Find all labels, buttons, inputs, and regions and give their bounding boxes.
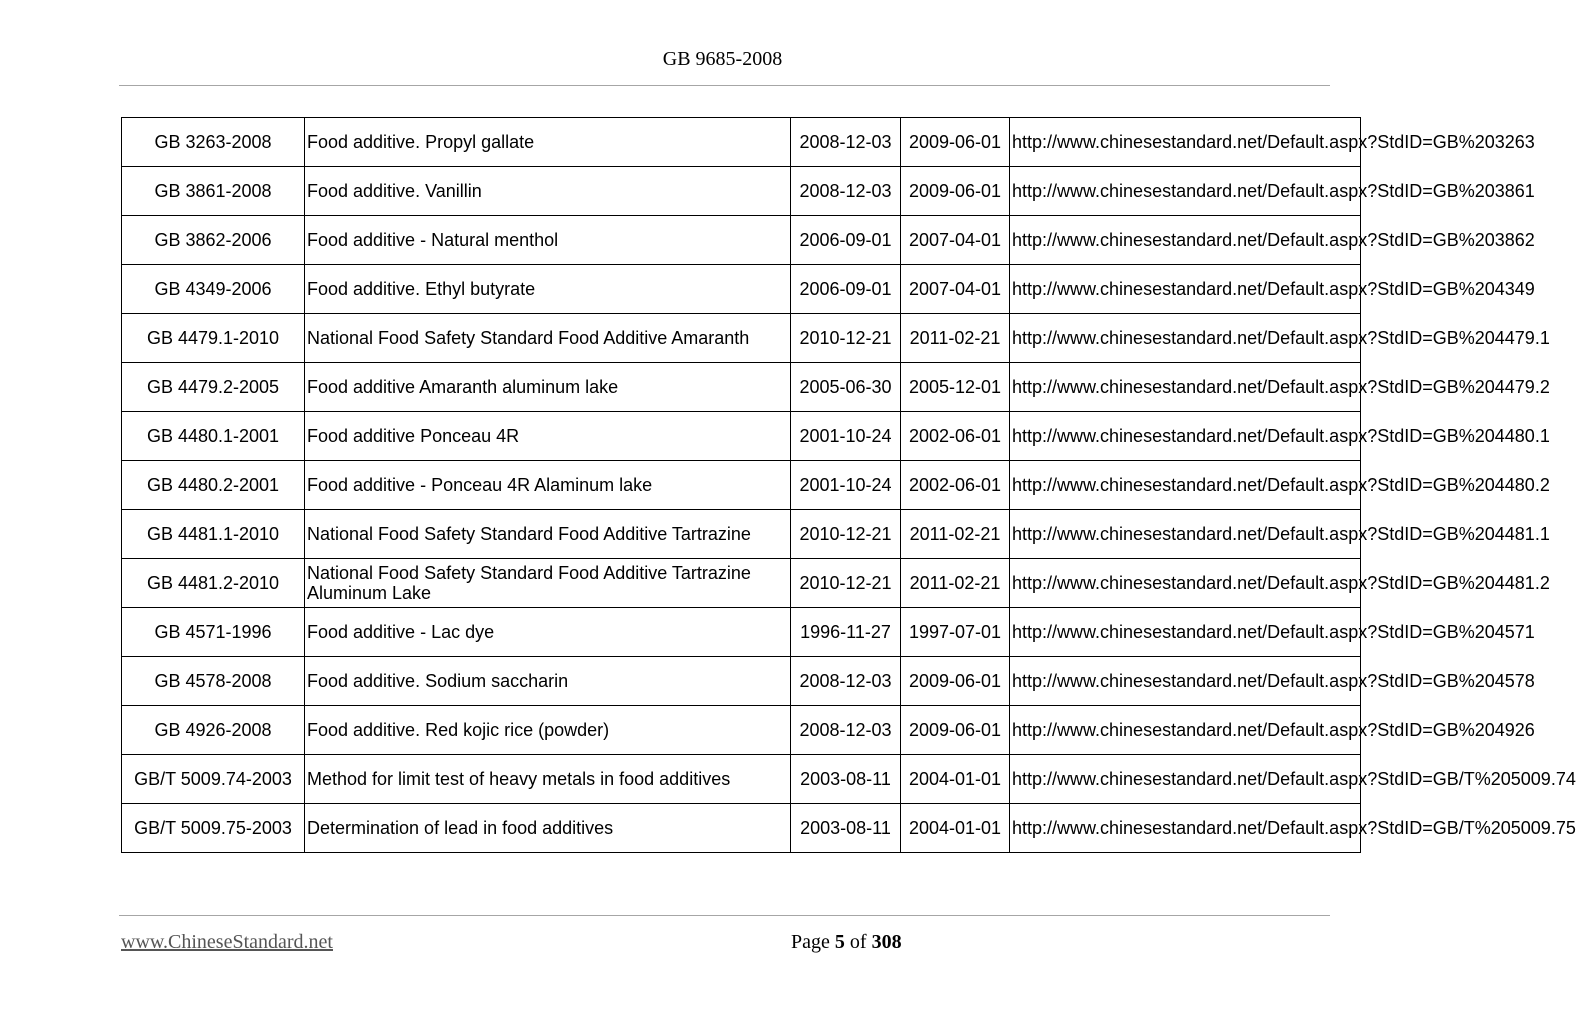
standard-code-cell: GB 4481.2-2010 [122,559,305,608]
standard-title-cell: Food additive. Propyl gallate [305,118,791,167]
effective-date-cell: 2004-01-01 [901,804,1010,853]
standard-url-link[interactable]: http://www.chinesestandard.net/Default.aspx?StdID=GB%204481.1 [1010,510,1361,559]
standard-code-cell: GB 4481.1-2010 [122,510,305,559]
standard-url-link[interactable]: http://www.chinesestandard.net/Default.aspx?StdID=GB%203861 [1010,167,1361,216]
table-row [122,216,1361,265]
standard-title-cell: Food additive - Lac dye [305,608,791,657]
issue-date-cell: 2008-12-03 [791,657,901,706]
header-divider [119,85,1330,86]
table-row [122,265,1361,314]
footer-site-link[interactable]: www.ChineseStandard.net [121,931,333,953]
standard-title-cell: National Food Safety Standard Food Additive Tartrazine [305,510,791,559]
standard-title-cell: Food additive Amaranth aluminum lake [305,363,791,412]
page-prefix: Page [791,931,830,953]
standard-url-link[interactable]: http://www.chinesestandard.net/Default.aspx?StdID=GB%204480.1 [1010,412,1361,461]
table-row [122,804,1361,853]
standard-code-cell: GB/T 5009.75-2003 [122,804,305,853]
effective-date-cell: 2007-04-01 [901,216,1010,265]
effective-date-cell: 2004-01-01 [901,755,1010,804]
standard-code-cell: GB 4578-2008 [122,657,305,706]
standard-title-cell: National Food Safety Standard Food Additive Tartrazine Aluminum Lake [305,559,791,608]
standard-url-link[interactable]: http://www.chinesestandard.net/Default.aspx?StdID=GB%204578 [1010,657,1361,706]
standard-code-cell: GB 4480.1-2001 [122,412,305,461]
page-header-title: GB 9685-2008 [662,48,783,70]
table-row [122,657,1361,706]
issue-date-cell: 2001-10-24 [791,461,901,510]
effective-date-cell: 2005-12-01 [901,363,1010,412]
issue-date-cell: 2005-06-30 [791,363,901,412]
standard-code-cell: GB/T 5009.74-2003 [122,755,305,804]
page-of: of [849,931,867,953]
standard-url-link[interactable]: http://www.chinesestandard.net/Default.aspx?StdID=GB%204479.2 [1010,363,1361,412]
table-row [122,363,1361,412]
issue-date-cell: 1996-11-27 [791,608,901,657]
standard-title-cell: Food additive - Ponceau 4R Alaminum lake [305,461,791,510]
effective-date-cell: 2009-06-01 [901,167,1010,216]
table-row [122,461,1361,510]
issue-date-cell: 2006-09-01 [791,216,901,265]
standard-code-cell: GB 4480.2-2001 [122,461,305,510]
table-row [122,706,1361,755]
effective-date-cell: 2011-02-21 [901,314,1010,363]
standard-url-link[interactable]: http://www.chinesestandard.net/Default.aspx?StdID=GB%204481.2 [1010,559,1361,608]
standard-title-cell: Food additive. Vanillin [305,167,791,216]
issue-date-cell: 2010-12-21 [791,559,901,608]
table-row [122,412,1361,461]
current-page-number: 5 [834,931,845,953]
standard-code-cell: GB 3263-2008 [122,118,305,167]
standards-table [121,117,1576,853]
effective-date-cell: 2002-06-01 [901,412,1010,461]
standard-code-cell: GB 4926-2008 [122,706,305,755]
standard-title-cell: Food additive. Ethyl butyrate [305,265,791,314]
effective-date-cell: 2007-04-01 [901,265,1010,314]
standard-title-cell: Determination of lead in food additives [305,804,791,853]
standard-code-cell: GB 4571-1996 [122,608,305,657]
standard-url-link[interactable]: http://www.chinesestandard.net/Default.aspx?StdID=GB%204349 [1010,265,1361,314]
standard-url-link[interactable]: http://www.chinesestandard.net/Default.aspx?StdID=GB%203862 [1010,216,1361,265]
page-indicator [791,931,902,954]
effective-date-cell: 1997-07-01 [901,608,1010,657]
standard-code-cell: GB 4479.1-2010 [122,314,305,363]
standard-url-link[interactable]: http://www.chinesestandard.net/Default.aspx?StdID=GB%204571 [1010,608,1361,657]
standards-table-body [122,118,1576,853]
standard-title-cell: Food additive Ponceau 4R [305,412,791,461]
standard-title-cell: Method for limit test of heavy metals in food additives [305,755,791,804]
issue-date-cell: 2003-08-11 [791,755,901,804]
standard-title-cell: National Food Safety Standard Food Additive Amaranth [305,314,791,363]
standard-title-cell: Food additive - Natural menthol [305,216,791,265]
effective-date-cell: 2011-02-21 [901,559,1010,608]
table-row [122,510,1361,559]
standard-code-cell: GB 4349-2006 [122,265,305,314]
total-pages: 308 [871,931,902,953]
standard-url-link[interactable]: http://www.chinesestandard.net/Default.aspx?StdID=GB%203263 [1010,118,1361,167]
standard-title-cell: Food additive. Sodium saccharin [305,657,791,706]
effective-date-cell: 2011-02-21 [901,510,1010,559]
standard-code-cell: GB 3861-2008 [122,167,305,216]
issue-date-cell: 2006-09-01 [791,265,901,314]
standard-url-link[interactable]: http://www.chinesestandard.net/Default.aspx?StdID=GB%204479.1 [1010,314,1361,363]
standard-url-link[interactable]: http://www.chinesestandard.net/Default.aspx?StdID=GB/T%205009.74 [1010,755,1361,804]
table-row [122,118,1361,167]
effective-date-cell: 2002-06-01 [901,461,1010,510]
table-row [122,559,1361,608]
issue-date-cell: 2008-12-03 [791,706,901,755]
issue-date-cell: 2008-12-03 [791,118,901,167]
table-row [122,755,1361,804]
standard-url-link[interactable]: http://www.chinesestandard.net/Default.aspx?StdID=GB/T%205009.75 [1010,804,1361,853]
footer-divider [119,915,1330,916]
issue-date-cell: 2010-12-21 [791,510,901,559]
table-row [122,314,1361,363]
standard-title-cell: Food additive. Red kojic rice (powder) [305,706,791,755]
standard-url-link[interactable]: http://www.chinesestandard.net/Default.aspx?StdID=GB%204926 [1010,706,1361,755]
effective-date-cell: 2009-06-01 [901,657,1010,706]
issue-date-cell: 2008-12-03 [791,167,901,216]
standard-code-cell: GB 3862-2006 [122,216,305,265]
issue-date-cell: 2001-10-24 [791,412,901,461]
effective-date-cell: 2009-06-01 [901,118,1010,167]
issue-date-cell: 2010-12-21 [791,314,901,363]
table-row [122,167,1361,216]
standard-url-link[interactable]: http://www.chinesestandard.net/Default.aspx?StdID=GB%204480.2 [1010,461,1361,510]
issue-date-cell: 2003-08-11 [791,804,901,853]
standard-code-cell: GB 4479.2-2005 [122,363,305,412]
table-row [122,608,1361,657]
effective-date-cell: 2009-06-01 [901,706,1010,755]
